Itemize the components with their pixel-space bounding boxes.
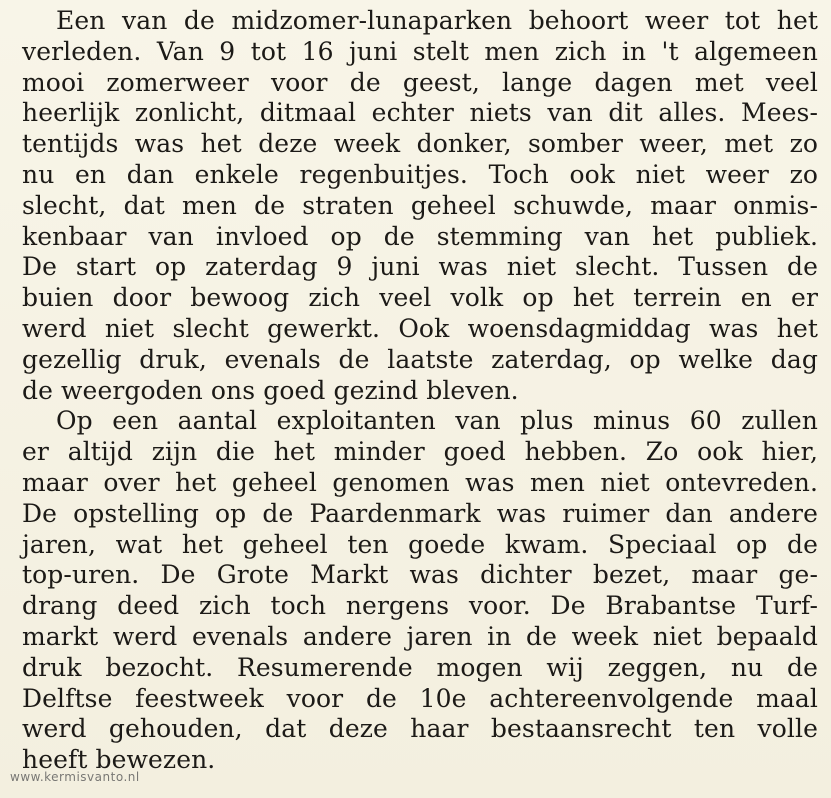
text-line: kenbaar van invloed op de stemming van het publiek.	[22, 221, 818, 251]
text-line: verleden. Van 9 tot 16 juni stelt men zich in 't algemeen	[22, 36, 818, 66]
text-line: De opstelling op de Paardenmark was ruimer dan andere	[22, 498, 818, 528]
text-line: werd niet slecht gewerkt. Ook woensdagmiddag was het	[22, 313, 818, 343]
text-line: er altijd zijn die het minder goed hebben. Zo ook hier,	[22, 437, 818, 467]
text-line: buien door bewoog zich veel volk op het terrein en er	[22, 283, 818, 313]
article-column	[22, 6, 818, 776]
text-line: jaren, wat het geheel ten goede kwam. Speciaal op de	[22, 529, 818, 559]
text-line: Delftse feestweek voor de 10e achtereenvolgende maal	[22, 683, 818, 713]
text-line: markt werd evenals andere jaren in de week niet bepaald	[22, 621, 818, 651]
text-line: slecht, dat men de straten geheel schuwde, maar onmis-	[22, 190, 818, 220]
text-line: De start op zaterdag 9 juni was niet slecht. Tussen de	[22, 252, 818, 282]
text-line: drang deed zich toch nergens voor. De Brabantse Turf-	[22, 591, 818, 621]
text-line: heeft bewezen.	[22, 745, 216, 775]
text-line: Een van de midzomer-lunaparken behoort weer tot het	[56, 6, 818, 35]
text-line: gezellig druk, evenals de laatste zaterdag, op welke dag	[22, 344, 818, 374]
text-line: druk bezocht. Resumerende mogen wij zeggen, nu de	[22, 652, 818, 682]
paragraph-2	[22, 406, 818, 776]
text-line: heerlijk zonlicht, ditmaal echter niets van dit alles. Mees-	[22, 98, 818, 128]
paragraph-1	[22, 6, 818, 406]
text-line: maar over het geheel genomen was men niet ontevreden.	[22, 467, 818, 497]
text-line: top-uren. De Grote Markt was dichter bezet, maar ge-	[22, 560, 818, 590]
text-line: nu en dan enkele regenbuitjes. Toch ook niet weer zo	[22, 159, 818, 189]
text-line: tentijds was het deze week donker, somber weer, met zo	[22, 129, 818, 159]
watermark-text: www.kermisvanto.nl	[10, 770, 140, 784]
text-line: de weergoden ons goed gezind bleven.	[22, 375, 519, 405]
text-line: Op een aantal exploitanten van plus minus 60 zullen	[56, 406, 818, 436]
text-line: mooi zomerweer voor de geest, lange dagen met veel	[22, 67, 818, 97]
text-line: werd gehouden, dat deze haar bestaansrecht ten volle	[22, 714, 818, 744]
